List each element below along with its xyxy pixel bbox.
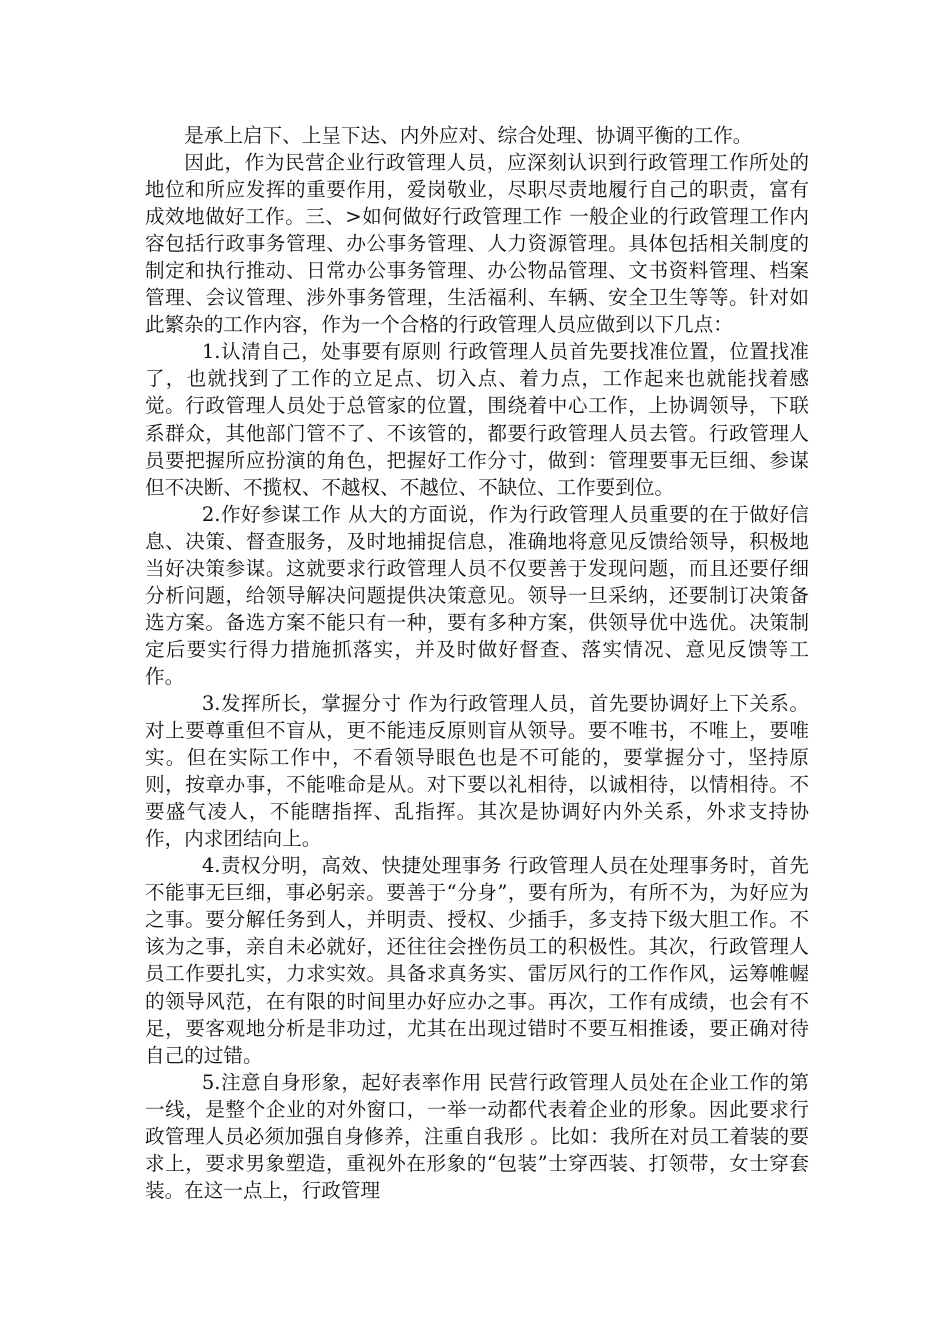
paragraph-point-3: 3.发挥所长，掌握分寸 作为行政管理人员，首先要协调好上下关系。对上要尊重但不盲从，更不能违反原则盲从领导。要不唯书，不唯上，要唯实。但在实际工作中，不看领导眼色也是不可能的，要掌握分寸，坚持原则，按章办事，不能唯命是从。对下要以礼相待，以诚相待，以情相待。不要盛气凌人，不能瞎指挥、乱指挥。其次是协调好内外关系，外求支持协作，内求团结向上。: [145, 691, 809, 851]
paragraph-point-1: 1.认清自己，处事要有原则 行政管理人员首先要找准位置，位置找准了，也就找到了工作的立足点、切入点、着力点，工作起来也就能找着感觉。行政管理人员处于总管家的位置，围绕着中心工作，上协调领导，下联系群众，其他部门管不了、不该管的，都要行政管理人员去管。行政管理人员要把握所应扮演的角色，把握好工作分寸，做到：管理要事无巨细、参谋但不决断、不揽权、不越权、不越位、不缺位、工作要到位。: [145, 340, 809, 499]
paragraph-point-2: 2.作好参谋工作 从大的方面说，作为行政管理人员重要的在于做好信息、决策、督查服务，及时地捕捉信息，准确地将意见反馈给领导，积极地当好决策参谋。这就要求行政管理人员不仅要善于发现问题，而且还要仔细分析问题，给领导解决问题提供决策意见。领导一旦采纳，还要制订决策备选方案。备选方案不能只有一种，要有多种方案，供领导优中选优。决策制定后要实行得力措施抓落实，并及时做好督查、落实情况、意见反馈等工作。: [145, 502, 809, 688]
document-page: [145, 122, 809, 1204]
paragraph-point-4: 4.责权分明，高效、快捷处理事务 行政管理人员在处理事务时，首先不能事无巨细，事必躬亲。要善于“分身”，要有所为，有所不为，为好应为之事。要分解任务到人，并明责、授权、少插手，多支持下级大胆工作。不该为之事，亲自未必就好，还往往会挫伤员工的积极性。其次，行政管理人员工作要扎实，力求实效。具备求真务实、雷厉风行的工作作风，运筹帷幄的领导风范，在有限的时间里办好应办之事。再次，工作有成绩，也会有不足，要客观地分析是非功过，尤其在出现过错时不要互相推诿，要正确对待自己的过错。: [145, 854, 809, 1067]
paragraph-intro-continuation: 是承上启下、上呈下达、内外应对、综合处理、协调平衡的工作。: [184, 124, 753, 147]
paragraph-point-5: 5.注意自身形象，起好表率作用 民营行政管理人员处在企业工作的第一线，是整个企业的对外窗口，一举一动都代表着企业的形象。因此要求行政管理人员必须加强自身修养，注重自我形 。比如：我所在对员工着装的要求上，要求男象塑造，重视外在形象的“包装”士穿西装、打领带，女士穿套装。在这一点上，行政管理: [145, 1070, 809, 1202]
paragraph-section-three: 因此，作为民营企业行政管理人员，应深刻认识到行政管理工作所处的地位和所应发挥的重要作用，爱岗敬业，尽职尽责地履行自己的职责，富有成效地做好工作。三、>如何做好行政管理工作 一般企业的行政管理工作内容包括行政事务管理、办公事务管理、人力资源管理。具体包括相关制度的制定和执行推动、日常办公事务管理、办公物品管理、文书资料管理、档案管理、会议管理、涉外事务管理，生活福利、车辆、安全卫生等等。针对如此繁杂的工作内容，作为一个合格的行政管理人员应做到以下几点：: [145, 151, 809, 337]
